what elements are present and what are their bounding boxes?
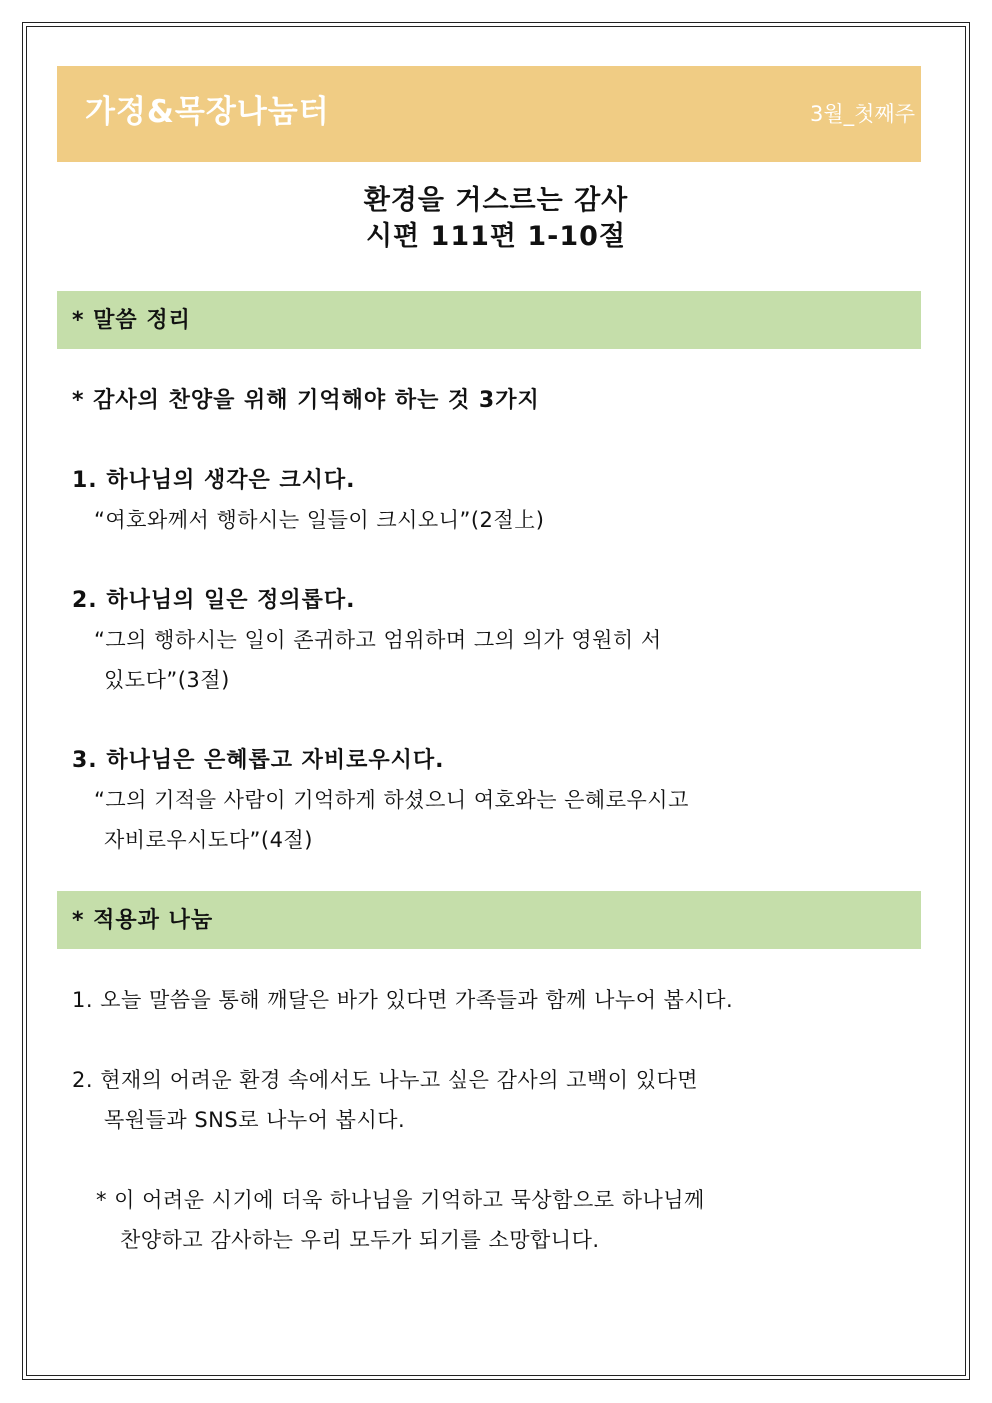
sermon-title: 환경을 거스르는 감사 bbox=[363, 185, 629, 216]
application-item: 1. 오늘 말씀을 통해 깨달은 바가 있다면 가족들과 함께 나누어 봅시다. bbox=[72, 988, 734, 1012]
point-heading: 3. 하나님은 은혜롭고 자비로우시다. bbox=[72, 748, 445, 773]
point-heading: 1. 하나님의 생각은 크시다. bbox=[72, 468, 356, 493]
header-title: 가정&목장나눔터 bbox=[85, 94, 330, 130]
sermon-scripture: 시편 111편 1-10절 bbox=[365, 221, 627, 252]
section-label-summary: * 말씀 정리 bbox=[72, 308, 191, 333]
point-heading: 2. 하나님의 일은 정의롭다. bbox=[72, 588, 356, 613]
point-quote: 있도다”(3절) bbox=[104, 668, 230, 692]
closing-note: * 이 어려운 시기에 더욱 하나님을 기억하고 묵상함으로 하나님께 bbox=[96, 1188, 705, 1212]
application-item: 2. 현재의 어려운 환경 속에서도 나누고 싶은 감사의 고백이 있다면 bbox=[72, 1068, 699, 1092]
point-quote: 자비로우시도다”(4절) bbox=[104, 828, 313, 852]
point-quote: “여호와께서 행하시는 일들이 크시오니”(2절上) bbox=[94, 508, 545, 532]
point-quote: “그의 행하시는 일이 존귀하고 엄위하며 그의 의가 영원히 서 bbox=[94, 628, 662, 652]
point-quote: “그의 기적을 사람이 기억하게 하셨으니 여호와는 은혜로우시고 bbox=[94, 788, 689, 812]
closing-note-continued: 찬양하고 감사하는 우리 모두가 되기를 소망합니다. bbox=[120, 1228, 600, 1252]
summary-intro: * 감사의 찬양을 위해 기억해야 하는 것 3가지 bbox=[72, 388, 540, 413]
header-week: 3월_첫째주 bbox=[809, 102, 915, 126]
application-item-continued: 목원들과 SNS로 나누어 봅시다. bbox=[104, 1108, 406, 1132]
section-label-application: * 적용과 나눔 bbox=[72, 908, 214, 933]
